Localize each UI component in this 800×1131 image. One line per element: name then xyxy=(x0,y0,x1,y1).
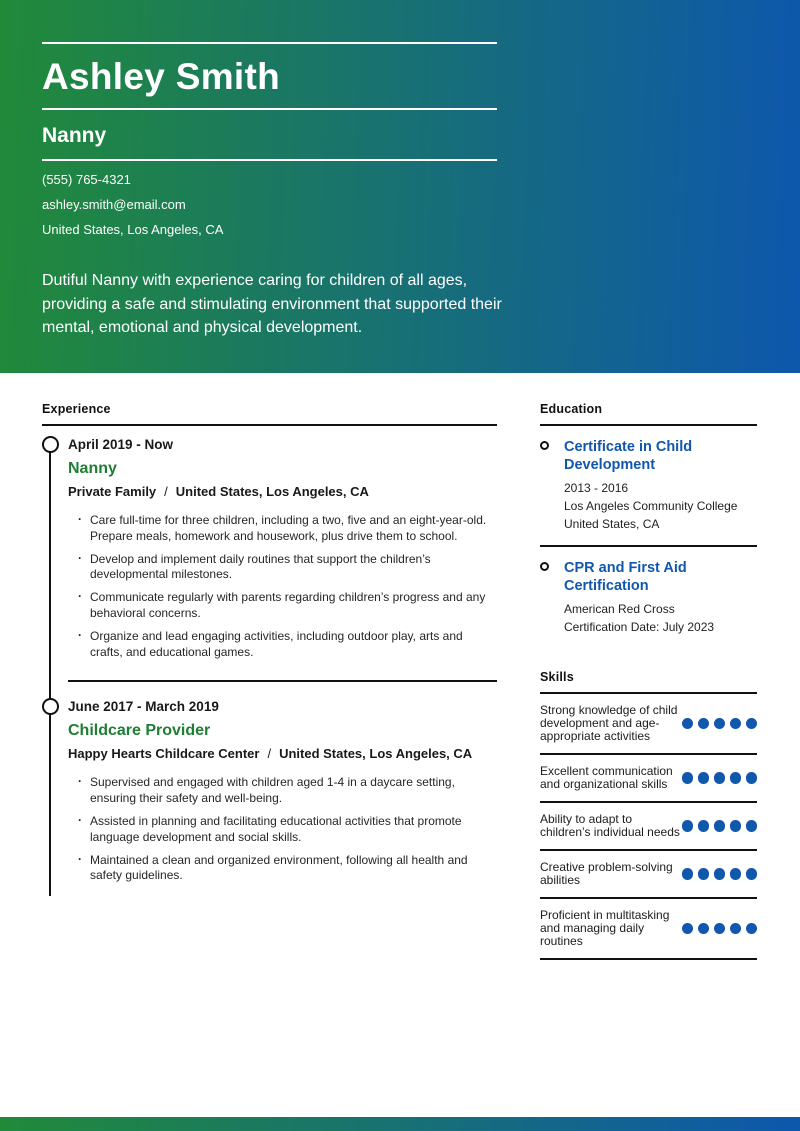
education-section xyxy=(540,402,757,634)
job-bullet: · Develop and implement daily routines that support the children’s developmental milestones. xyxy=(78,552,497,584)
skills-section-heading: Skills xyxy=(540,670,757,694)
job-bullet: · Maintained a clean and organized environment, following all health and safety guidelines. xyxy=(78,853,497,885)
skill-row xyxy=(540,851,757,899)
right-column xyxy=(540,402,757,960)
skill-label: Proficient in multitasking and managing daily routines xyxy=(540,908,670,948)
location-text: United States, Los Angeles, CA xyxy=(42,222,224,237)
rating-dot-icon xyxy=(682,772,694,784)
candidate-job-title: Nanny xyxy=(42,124,107,147)
skills-section xyxy=(540,670,757,960)
phone-number: (555) 765-4321 xyxy=(42,172,131,187)
rating-dot-icon xyxy=(746,772,758,784)
job-bullet: · Assisted in planning and facilitating educational activities that promote language development and social skills. xyxy=(78,814,497,846)
skill-row xyxy=(540,694,757,755)
job-dates: April 2019 - Now xyxy=(68,437,174,452)
rating-dot-icon xyxy=(746,820,758,832)
job-company-line xyxy=(68,746,497,762)
profile-summary: Dutiful Nanny with experience caring for children of all ages, providing a safe and stimulating environment that supported their mental, emotional and physical development. xyxy=(42,272,502,336)
education-title: CPR and First Aid Certification xyxy=(564,560,687,594)
job-company-line xyxy=(68,484,497,500)
rating-dot-icon xyxy=(714,923,726,935)
job-bullet: · Supervised and engaged with children aged 1-4 in a daycare setting, ensuring their safety and well-being. xyxy=(78,775,497,807)
contact-block xyxy=(42,173,800,236)
rating-dot-icon xyxy=(730,820,742,832)
rating-dot-icon xyxy=(682,718,694,730)
job-company: Private Family xyxy=(68,484,157,499)
job-bullet: · Organize and lead engaging activities, including outdoor play, arts and crafts, and educational games. xyxy=(78,629,497,661)
skill-rating-dots xyxy=(682,820,758,832)
education-entry xyxy=(540,439,757,531)
rating-dot-icon xyxy=(746,923,758,935)
rating-dot-icon xyxy=(698,923,710,935)
skill-row xyxy=(540,755,757,803)
job-location: United States, Los Angeles, CA xyxy=(175,484,369,499)
rating-dot-icon xyxy=(682,923,694,935)
job-dates: June 2017 - March 2019 xyxy=(68,699,219,715)
experience-entry xyxy=(42,698,497,884)
header-divider-mid xyxy=(42,108,497,110)
rating-dot-icon xyxy=(698,868,710,880)
rating-dot-icon xyxy=(714,718,726,730)
rating-dot-icon xyxy=(746,868,758,880)
education-entry-divider xyxy=(540,545,757,547)
experience-section xyxy=(42,402,497,960)
skill-label: Excellent communication and organizational skills xyxy=(540,764,673,791)
rating-dot-icon xyxy=(714,820,726,832)
rating-dot-icon xyxy=(730,868,742,880)
education-title: Certificate in Child Development xyxy=(564,439,693,473)
skill-label: Strong knowledge of child development and age-appropriate activities xyxy=(540,703,678,743)
experience-entry xyxy=(42,436,497,660)
education-entry xyxy=(540,560,757,634)
header-divider-top xyxy=(42,42,497,44)
rating-dot-icon xyxy=(730,772,742,784)
education-circle-icon xyxy=(540,441,549,450)
experience-timeline xyxy=(42,436,497,896)
education-circle-icon xyxy=(540,562,549,571)
company-location-separator: / xyxy=(164,484,168,499)
job-location: United States, Los Angeles, CA xyxy=(279,746,473,762)
experience-entry-divider xyxy=(68,680,497,682)
education-location: United States, CA xyxy=(564,517,660,531)
rating-dot-icon xyxy=(730,718,742,730)
rating-dot-icon xyxy=(698,820,710,832)
education-school: American Red Cross xyxy=(564,602,675,616)
job-bullet: · Communicate regularly with parents regarding children’s progress and any behavioral concerns. xyxy=(78,590,497,622)
job-bullet-list xyxy=(68,513,497,660)
timeline-circle-icon xyxy=(42,698,59,715)
job-role: Childcare Provider xyxy=(68,722,211,740)
skill-rating-dots xyxy=(682,718,758,730)
header-banner xyxy=(0,0,800,373)
rating-dot-icon xyxy=(698,772,710,784)
timeline-circle-icon xyxy=(42,436,59,453)
company-location-separator: / xyxy=(267,746,272,762)
skill-label: Creative problem-solving abilities xyxy=(540,860,673,887)
skill-row xyxy=(540,803,757,851)
rating-dot-icon xyxy=(714,772,726,784)
rating-dot-icon xyxy=(698,718,710,730)
job-bullet: · Care full-time for three children, including a two, five and an eight-year-old. Prepare meals, homework and housework, plus drive them to school. xyxy=(78,513,497,545)
footer-gradient-bar xyxy=(0,1117,800,1131)
email-address: ashley.smith@email.com xyxy=(42,197,186,212)
rating-dot-icon xyxy=(746,718,758,730)
education-section-heading: Education xyxy=(540,402,757,426)
header-divider-bottom xyxy=(42,159,497,161)
candidate-name: Ashley Smith xyxy=(42,56,280,97)
job-role: Nanny xyxy=(68,460,117,477)
job-company: Happy Hearts Childcare Center xyxy=(68,746,260,762)
skill-rating-dots xyxy=(682,923,758,935)
education-dates: 2013 - 2016 xyxy=(564,481,629,495)
education-detail: Certification Date: July 2023 xyxy=(564,620,715,634)
education-school: Los Angeles Community College xyxy=(564,499,738,513)
skill-label: Ability to adapt to children’s individual needs xyxy=(540,812,680,839)
job-bullet-list xyxy=(68,775,497,884)
rating-dot-icon xyxy=(730,923,742,935)
skill-rating-dots xyxy=(682,868,758,880)
skill-row xyxy=(540,899,757,960)
skill-rating-dots xyxy=(682,772,758,784)
rating-dot-icon xyxy=(682,820,694,832)
resume-body xyxy=(0,402,800,960)
rating-dot-icon xyxy=(714,868,726,880)
rating-dot-icon xyxy=(682,868,694,880)
experience-section-heading: Experience xyxy=(42,402,497,426)
